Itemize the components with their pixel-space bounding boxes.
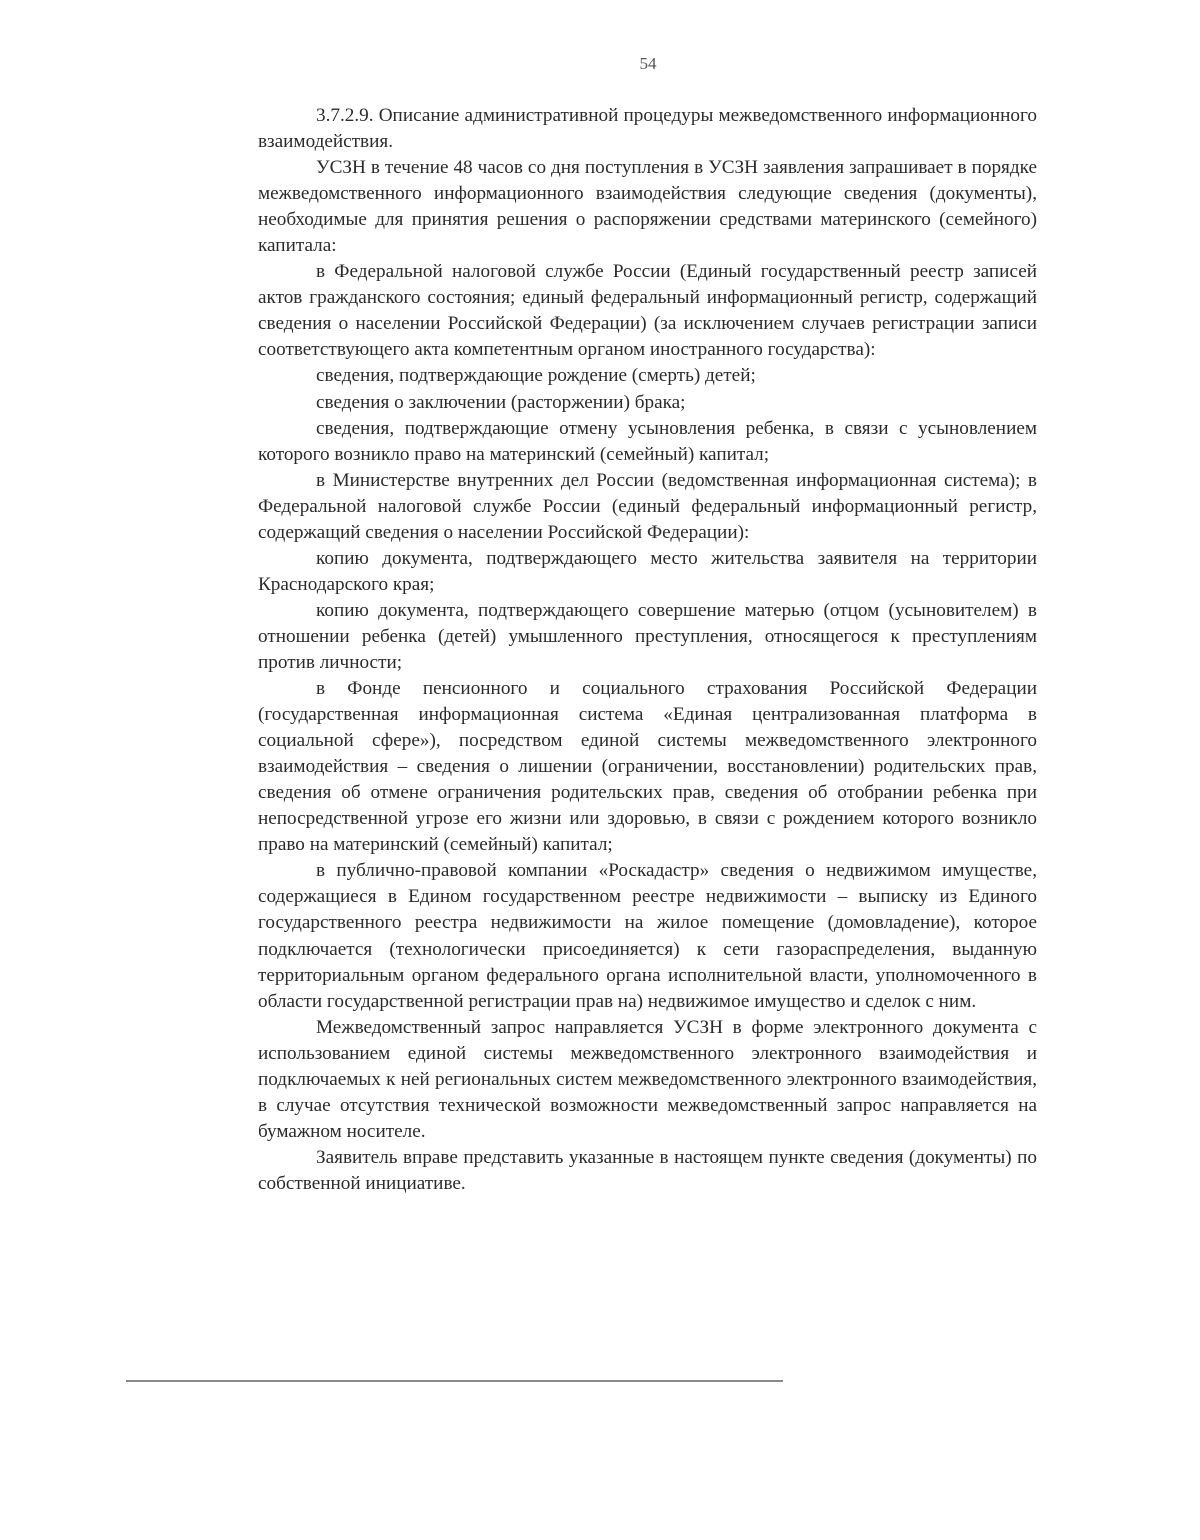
- paragraph-section-heading: 3.7.2.9. Описание административной процедуры межведомственного информационного взаимодействия.: [258, 105, 1037, 153]
- paragraph: в публично-правовой компании «Роскадастр» сведения о недвижимом имуществе, содержащиеся в Едином государственном реестре недвижимости – выписку из Единого государственного реестра недвижимости на жилое помещение (домовладение), которое подключается (технологически присоединяется) к сети газораспределения, выданную территориальным органом федерального органа исполнительной власти, уполномоченного в области государственной регистрации прав на) недвижимое имущество и сделок с ним.: [258, 860, 1037, 1012]
- footer-divider-line: [126, 1380, 783, 1382]
- paragraph: Заявитель вправе представить указанные в настоящем пункте сведения (документы) по собственной инициативе.: [258, 1146, 1037, 1194]
- paragraph: в Федеральной налоговой службе России (Единый государственный реестр записей актов гражданского состояния; единый федеральный информационный регистр, содержащий сведения о населении Российской Федерации) (за исключением случаев регистрации записи соответствующего акта компетентным органом иностранного государства):: [258, 261, 1037, 361]
- paragraph: УСЗН в течение 48 часов со дня поступления в УСЗН заявления запрашивает в порядке межведомственного информационного взаимодействия следующие сведения (документы), необходимые для принятия решения о распоряжении средствами материнского (семейного) капитала:: [258, 157, 1037, 257]
- paragraph: копию документа, подтверждающего место жительства заявителя на территории Краснодарского края;: [258, 547, 1037, 595]
- paragraph: в Фонде пенсионного и социального страхования Российской Федерации (государственная информационная система «Единая централизованная платформа в социальной сфере»), посредством единой системы межведомственного электронного взаимодействия – сведения о лишении (ограничении, восстановлении) родительских прав, сведения об отмене ограничения родительских прав, сведения об отобрании ребенка при непосредственной угрозе его жизни или здоровью, в связи с рождением которого возникло право на материнский (семейный) капитал;: [258, 678, 1037, 856]
- paragraph: сведения о заключении (расторжении) брака;: [316, 391, 686, 413]
- paragraph: сведения, подтверждающие отмену усыновления ребенка, в связи с усыновлением которого возникло право на материнский (семейный) капитал;: [258, 417, 1037, 465]
- paragraph: копию документа, подтверждающего совершение матерью (отцом (усыновителем) в отношении ребенка (детей) умышленного преступления, относящегося к преступлениям против личности;: [258, 599, 1037, 673]
- paragraph: в Министерстве внутренних дел России (ведомственная информационная система); в Федеральной налоговой службе России (единый федеральный информационный регистр, содержащий сведения о населении Российской Федерации):: [258, 469, 1037, 543]
- paragraph: Межведомственный запрос направляется УСЗН в форме электронного документа с использованием единой системы межведомственного электронного взаимодействия и подключаемых к ней региональных систем межведомственного электронного взаимодействия, в случае отсутствия технической возможности межведомственный запрос направляется на бумажном носителе.: [258, 1016, 1037, 1142]
- paragraph: сведения, подтверждающие рождение (смерть) детей;: [316, 365, 756, 387]
- page-number: 54: [639, 54, 657, 73]
- document-body: [258, 103, 1037, 1197]
